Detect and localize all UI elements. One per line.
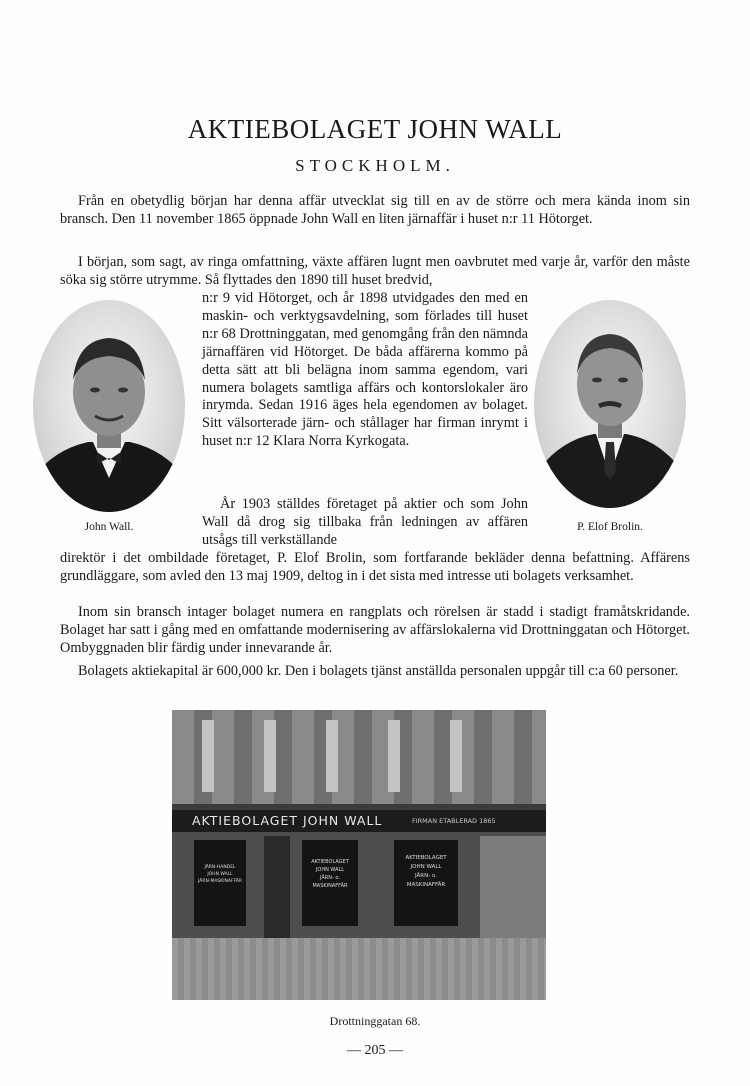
window-sign-right: AKTIEBOLAGET JOHN WALL JÄRN- o. MASKINAFFÄR: [405, 855, 447, 888]
paragraph-history: Från en obetydlig början har denna affär utvecklat sig till en av de större och mera kända inom sin bransch. Den 11 november 1865 öppnade John Wall en liten järnaffär i huset n:r 11 Hötorget.: [60, 193, 690, 227]
paragraph-incorporation: År 1903 ställdes företaget på aktier och som John Wall då drog sig tillbaka från ledningen av affären utsågs till verkställande: [202, 496, 528, 548]
storefront-photo: [172, 710, 546, 1000]
portrait-elof-brolin: [534, 300, 686, 508]
page-subtitle: STOCKHOLM.: [295, 156, 455, 175]
paragraph-capital: Bolagets aktiekapital är 600,000 kr. Den i bolagets tjänst anställda personalen uppgår till c:a 60 personer.: [78, 663, 679, 679]
store-sign: AKTIEBOLAGET JOHN WALL: [192, 813, 383, 828]
caption-john-wall: John Wall.: [84, 521, 134, 533]
caption-elof-brolin: P. Elof Brolin.: [577, 521, 643, 533]
paragraph-modernisation: Inom sin bransch intager bolaget numera en rangplats och rörelsen är stadd i stadigt framåtskridande. Bolaget har satt i gång med en omfattande modernisering av affärslokalerna vid Drottninggatan och Hötorget. Ombyggnaden blir färdig under innevarande år.: [60, 604, 690, 656]
page-title: AKTIEBOLAGET JOHN WALL: [187, 114, 563, 144]
window-sign-left: JÄRN-HANDEL JOHN WALL JÄRN-MASKINAFFÄR: [198, 865, 242, 884]
john-wall-photo: [33, 300, 185, 512]
page-number: — 205 —: [347, 1043, 403, 1058]
portrait-john-wall: [33, 300, 185, 512]
store-sign-established: FIRMAN ETABLERAD 1865: [412, 817, 496, 825]
paragraph-expansion: n:r 9 vid Hötorget, och år 1898 utvidgades den med en maskin- och verktygsavdelning, som förlades till huset n:r 68 Drottninggatan, med genomgång från den nämnda järnaffären vid Hötorget. De båda affärerna kommo på detta sätt att bli belägna inom samma egendom, vari numera bolagets samtliga affärs och kontorslokaler äro inrymda. Sedan 1916 äges hela egendomen av bolaget. Sitt välsorterade järn- och stållager har firman inrymt i huset n:r 12 Klara Norra Kyrkogata.: [202, 290, 528, 450]
paragraph-director: direktör i det ombildade företaget, P. Elof Brolin, som fortfarande bekläder denna befattning. Affärens grundläggare, som avled den 13 maj 1909, deltog in i det sista med intresse uti bolagets verksamhet.: [60, 550, 690, 584]
elof-brolin-photo: [534, 300, 686, 508]
paragraph-growth: I början, som sagt, av ringa omfattning, växte affären lugnt men oavbrutet med varje år, varför den måste söka sig större utrymme. Så flyttades den 1890 till huset bredvid,: [60, 254, 690, 288]
photo-caption: Drottninggatan 68.: [329, 1014, 421, 1028]
window-sign-middle: AKTIEBOLAGET JOHN WALL JÄRN- o. MASKINAFFÄR: [311, 859, 349, 889]
